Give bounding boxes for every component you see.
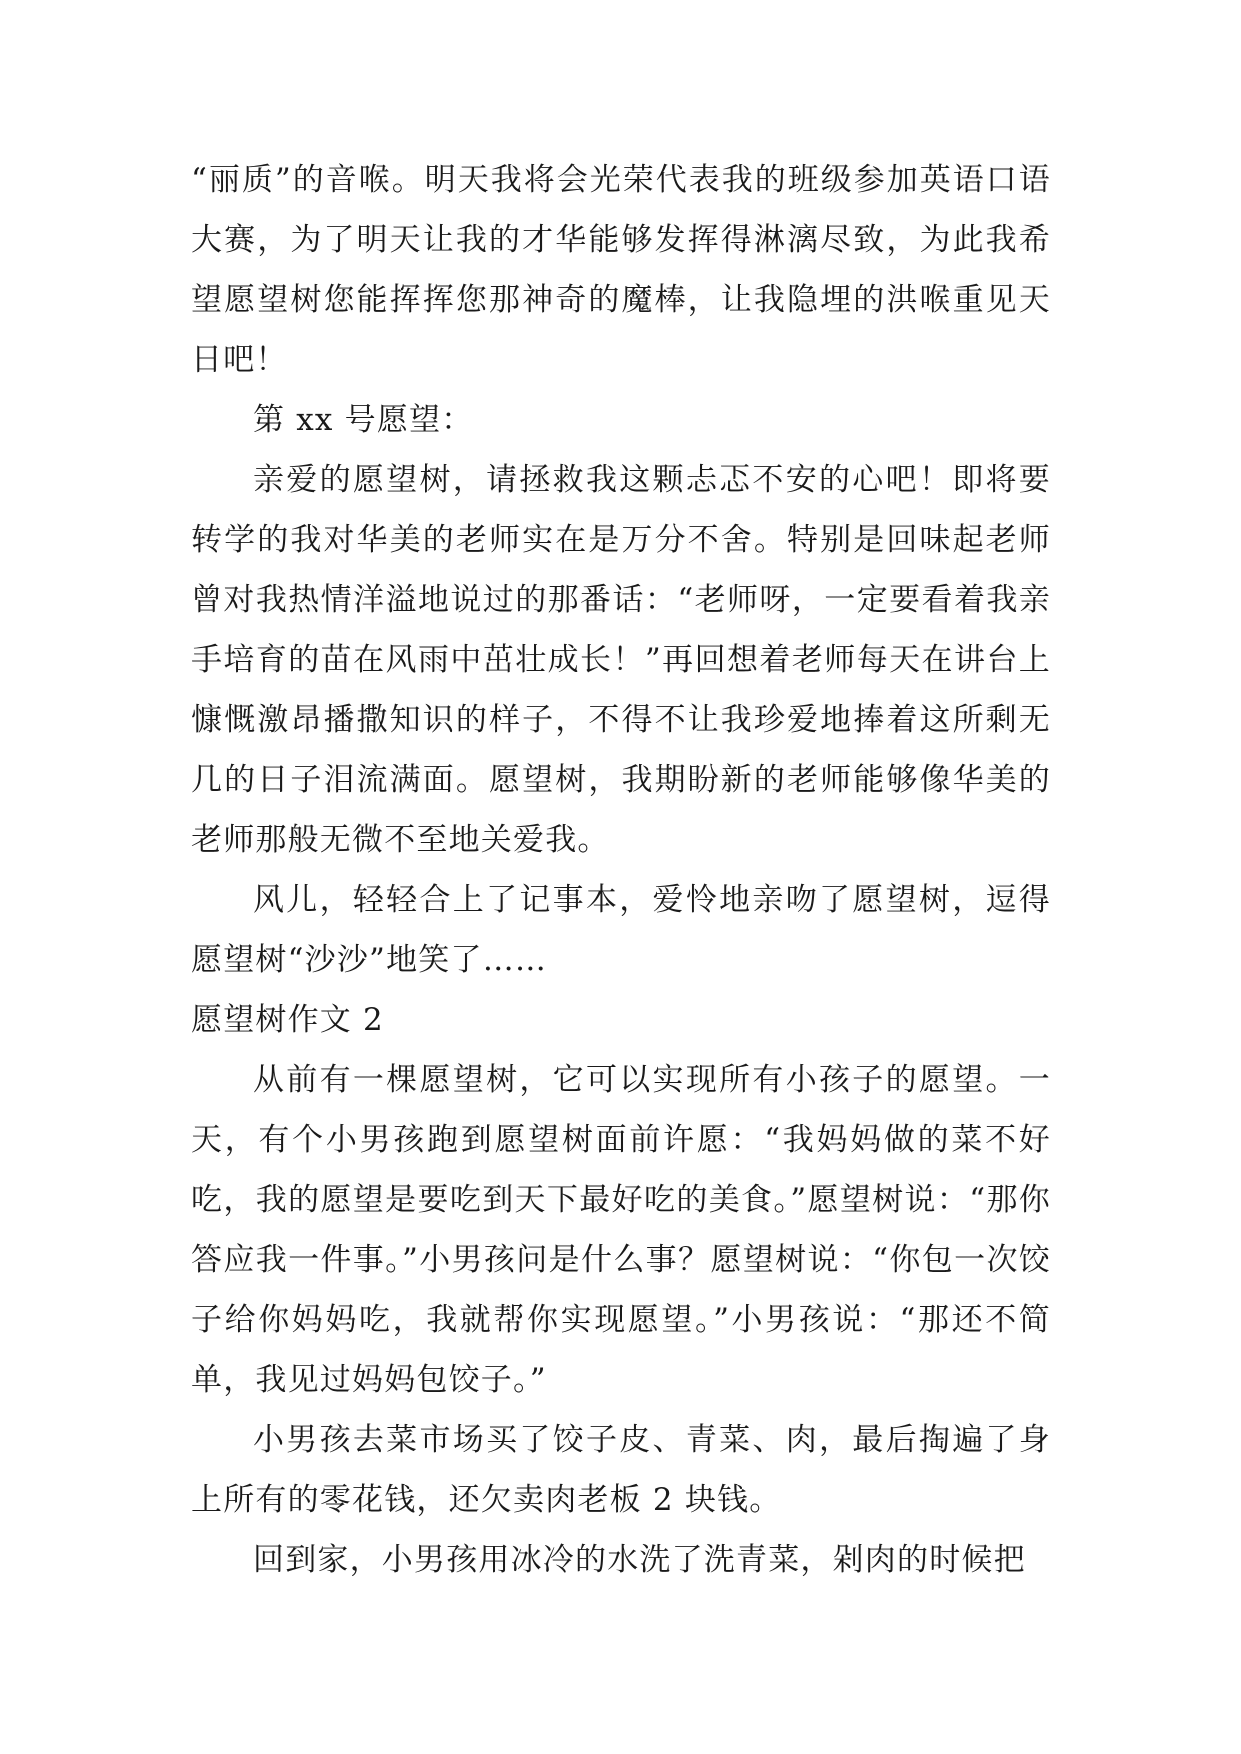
paragraph-continued: “丽质”的音喉。明天我将会光荣代表我的班级参加英语口语大赛，为了明天让我的才华能够发挥得淋漓尽致，为此我希望愿望树您能挥挥您那神奇的魔棒，让我隐埋的洪喉重见天日吧！ bbox=[191, 162, 1051, 378]
paragraph-story-3: 回到家，小男孩用冰冷的水洗了洗青菜，剁肉的时候把 bbox=[253, 1542, 1026, 1578]
section-title: 愿望树作文 2 bbox=[191, 1002, 384, 1038]
paragraph-wind: 风儿，轻轻合上了记事本，爱怜地亲吻了愿望树，逗得愿望树“沙沙”地笑了…… bbox=[191, 882, 1051, 978]
paragraph-wish-number: 第 xx 号愿望： bbox=[253, 402, 474, 438]
document-body bbox=[191, 150, 1051, 1590]
paragraph-story-2: 小男孩去菜市场买了饺子皮、青菜、肉，最后掏遍了身上所有的零花钱，还欠卖肉老板 2 块钱。 bbox=[191, 1422, 1051, 1518]
paragraph-wish-text: 亲爱的愿望树，请拯救我这颗忐忑不安的心吧！即将要转学的我对华美的老师实在是万分不舍。特别是回味起老师曾对我热情洋溢地说过的那番话：“老师呀，一定要看着我亲手培育的苗在风雨中茁壮成长！”再回想着老师每天在讲台上慷慨激昂播撒知识的样子，不得不让我珍爱地捧着这所剩无几的日子泪流满面。愿望树，我期盼新的老师能够像华美的老师那般无微不至地关爱我。 bbox=[191, 462, 1051, 858]
paragraph-story-1: 从前有一棵愿望树，它可以实现所有小孩子的愿望。一天，有个小男孩跑到愿望树面前许愿：“我妈妈做的菜不好吃，我的愿望是要吃到天下最好吃的美食。”愿望树说：“那你答应我一件事。”小男孩问是什么事？愿望树说：“你包一次饺子给你妈妈吃，我就帮你实现愿望。”小男孩说：“那还不简单，我见过妈妈包饺子。” bbox=[191, 1062, 1051, 1398]
